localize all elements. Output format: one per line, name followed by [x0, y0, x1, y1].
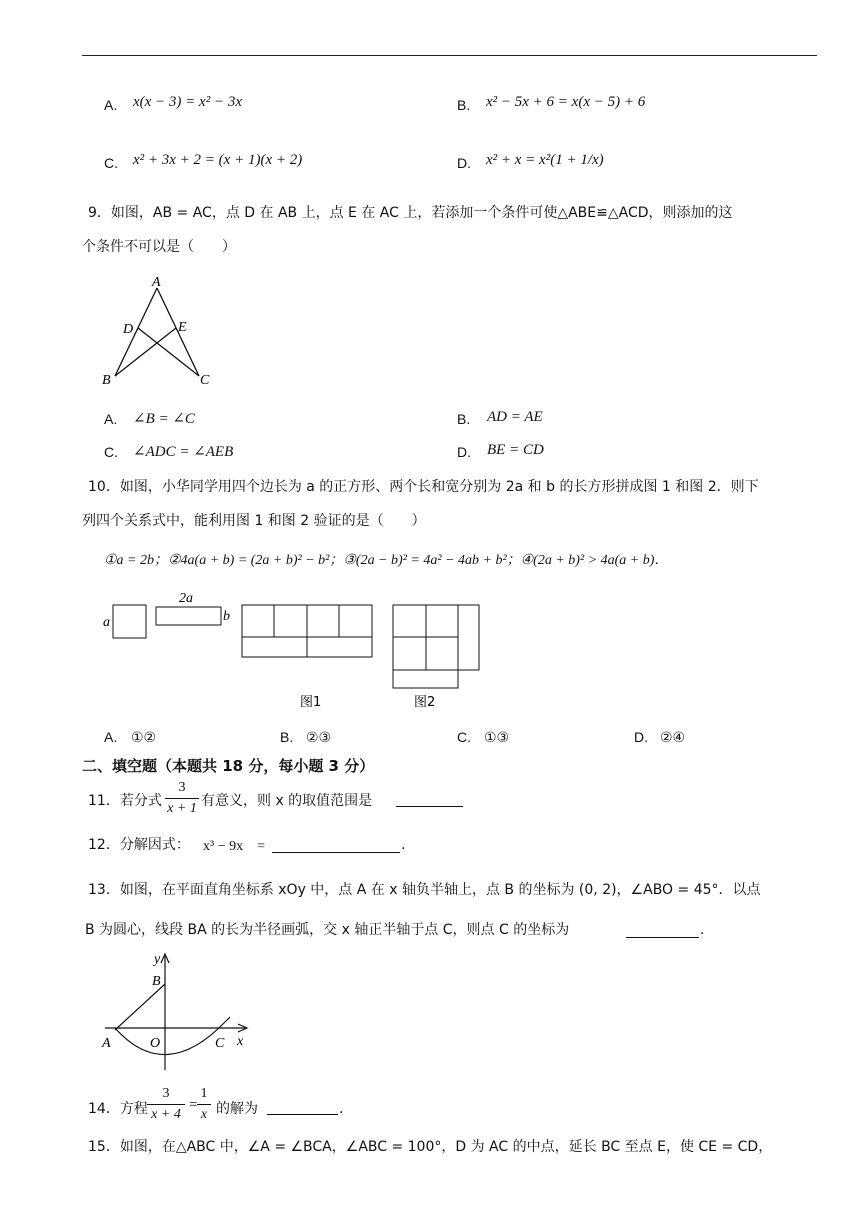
- q10-option-b-choice: ②③: [306, 730, 332, 746]
- q13-answer-blank: [626, 921, 699, 938]
- q12-end: .: [401, 837, 406, 853]
- q13-label-A: A: [102, 1036, 111, 1051]
- q8-option-a-label: A.: [104, 97, 118, 113]
- q14-equals: =: [189, 1097, 198, 1113]
- q9-stem-line2: 个条件不可以是（ ）: [82, 239, 236, 255]
- q12-prefix: 12．分解因式：: [88, 837, 190, 853]
- q14-left-fraction: [145, 1085, 187, 1124]
- q10-option-a-label: A.: [104, 729, 118, 745]
- q11-prefix: 11．若分式: [88, 793, 162, 809]
- q10-option-c-label: C.: [457, 729, 471, 745]
- q14-prefix: 14．方程: [88, 1101, 148, 1117]
- q10-label-2a: 2a: [179, 591, 193, 606]
- q9-option-a-expression: ∠B = ∠C: [133, 411, 195, 427]
- q12-answer-blank: [272, 836, 400, 853]
- q13-label-O: O: [150, 1036, 161, 1051]
- q8-option-c-label: C.: [104, 155, 118, 171]
- q8-option-b-label: B.: [457, 97, 471, 113]
- q14-suffix: 的解为: [216, 1101, 258, 1117]
- header-rule: [82, 55, 817, 56]
- q9-option-d-label: D.: [457, 444, 471, 460]
- q10-option-b-label: B.: [280, 729, 294, 745]
- q9-label-C: C: [200, 373, 210, 388]
- q10-option-d-choice: ②④: [660, 730, 686, 746]
- q8-option-d-expression: x² + x = x²(1 + 1/x): [486, 152, 604, 168]
- q14-answer-blank: [267, 1098, 338, 1115]
- q14-left-denominator: x + 4: [151, 1107, 181, 1122]
- q8-option-a-expression: x(x − 3) = x² − 3x: [133, 94, 242, 110]
- q14-left-numerator: 3: [162, 1086, 170, 1101]
- q8-option-b-expression: x² − 5x + 6 = x(x − 5) + 6: [486, 94, 646, 110]
- q12-expression: x³ − 9x =: [203, 839, 265, 854]
- q10-label-b: b: [223, 609, 230, 624]
- q14-right-denominator: x: [200, 1107, 208, 1122]
- q14-right-fraction: [197, 1085, 211, 1124]
- q10-figure-1-caption: 图1: [300, 695, 322, 710]
- q13-label-B: B: [152, 974, 161, 989]
- q11-answer-blank: [396, 790, 463, 807]
- q8-option-c-expression: x² + 3x + 2 = (x + 1)(x + 2): [133, 152, 303, 168]
- q14-end: .: [339, 1101, 344, 1117]
- q10-figure-2: [393, 605, 479, 688]
- q9-stem-line1: 9．如图，AB = AC，点 D 在 AB 上，点 E 在 AC 上，若添加一个条件可使△ABE≌△ACD，则添加的这: [88, 205, 733, 221]
- q14-right-numerator: 1: [200, 1086, 208, 1101]
- q9-label-A: A: [152, 275, 161, 290]
- q9-option-c-expression: ∠ADC = ∠AEB: [133, 444, 234, 460]
- q13-end: .: [700, 922, 705, 938]
- q9-option-b-expression: AD = AE: [487, 409, 543, 425]
- q9-label-B: B: [102, 373, 111, 388]
- q10-stem-line1: 10．如图，小华同学用四个边长为 a 的正方形、两个长和宽分别为 2a 和 b 的长方形拼成图 1 和图 2．则下: [88, 479, 759, 495]
- q11-suffix: 有意义，则 x 的取值范围是: [201, 793, 373, 809]
- q10-rectangles-figure: [95, 588, 495, 713]
- q10-relations: ①a = 2b；②4a(a + b) = (2a + b)² − b²；③(2a − b)² = 4a² − 4ab + b²；④(2a + b)² > 4a(a + b)．: [104, 553, 669, 568]
- q13-coordinate-figure: [95, 950, 260, 1075]
- q13-label-y: y: [154, 952, 161, 967]
- q11-fraction: [163, 779, 201, 818]
- q13-label-x: x: [237, 1034, 244, 1049]
- q10-stem-line2: 列四个关系式中，能利用图 1 和图 2 验证的是（ ）: [82, 513, 426, 529]
- q10-figure-2-caption: 图2: [414, 695, 436, 710]
- q13-stem-line1: 13．如图，在平面直角坐标系 xOy 中，点 A 在 x 轴负半轴上，点 B 的坐标为 (0, 2)，∠ABO = 45°．以点: [88, 882, 761, 898]
- q10-option-c-choice: ①③: [484, 730, 510, 746]
- q9-triangle-figure: [95, 272, 225, 394]
- q10-figure-1: [242, 605, 372, 657]
- q11-denominator: x + 1: [167, 801, 197, 816]
- q10-option-a-choice: ①②: [131, 730, 157, 746]
- q8-option-d-label: D.: [457, 155, 471, 171]
- q15-stem-line1: 15．如图，在△ABC 中，∠A = ∠BCA，∠ABC = 100°，D 为 AC 的中点，延长 BC 至点 E，使 CE = CD，: [88, 1139, 773, 1155]
- q10-option-d-label: D.: [634, 729, 648, 745]
- q9-option-b-label: B.: [457, 411, 471, 427]
- q9-option-a-label: A.: [104, 411, 118, 427]
- q9-option-c-label: C.: [104, 444, 118, 460]
- q13-label-C: C: [215, 1036, 225, 1051]
- section-2-heading: 二、填空题（本题共 18 分，每小题 3 分）: [82, 757, 375, 775]
- q9-label-D: D: [123, 322, 134, 337]
- q11-numerator: 3: [178, 780, 186, 795]
- q9-option-d-expression: BE = CD: [487, 442, 544, 458]
- q9-label-E: E: [178, 320, 187, 335]
- q10-label-a: a: [103, 615, 110, 630]
- q13-stem-line2: B 为圆心，线段 BA 的长为半径画弧，交 x 轴正半轴于点 C，则点 C 的坐标为: [85, 922, 570, 938]
